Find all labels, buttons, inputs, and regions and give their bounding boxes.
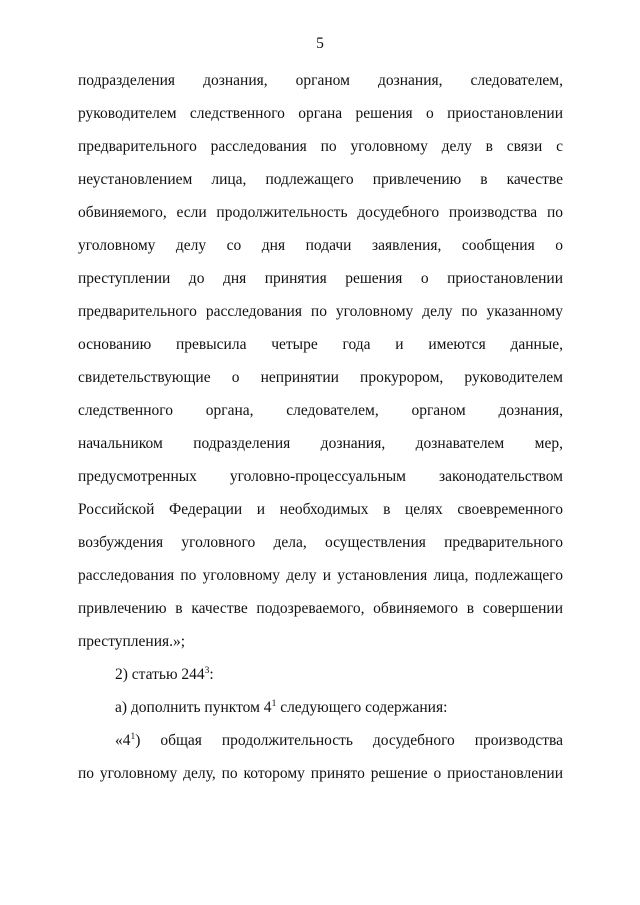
text-line: неустановлением лица, подлежащего привлечению в качестве — [78, 171, 563, 188]
quote-superscript: 1 — [130, 732, 136, 742]
text-line: по уголовному делу, по которому принято решение о приостановлении — [78, 765, 563, 782]
text-line: преступления.»; — [78, 633, 186, 650]
item-a-superscript: 1 — [271, 699, 277, 709]
item-a-line — [78, 697, 563, 730]
item-a-text: а) дополнить пунктом 4 — [115, 699, 272, 716]
text-line: преступлении до дня принятия решения о приостановлении — [78, 270, 563, 287]
item-a-suffix: следующего содержания: — [276, 699, 448, 716]
text-line: обвиняемого, если продолжительность досудебного производства по — [78, 204, 563, 221]
text-line: следственного органа, следователем, органом дознания, — [78, 402, 563, 419]
text-line: руководителем следственного органа решения о приостановлении — [78, 105, 563, 122]
item-2-line — [78, 664, 563, 697]
text-line: расследования по уголовному делу и установления лица, подлежащего — [78, 567, 563, 584]
quote-suffix: ) общая продолжительность досудебного производства — [135, 732, 563, 749]
item-2-suffix: : — [209, 666, 214, 683]
item-2-superscript: 3 — [204, 666, 210, 676]
text-line: начальником подразделения дознания, дознавателем мер, — [78, 435, 563, 452]
text-line: уголовному делу со дня подачи заявления, сообщения о — [78, 237, 563, 254]
text-line: предусмотренных уголовно-процессуальным законодательством — [78, 468, 563, 485]
text-line: предварительного расследования по уголовному делу в связи с — [78, 138, 563, 155]
text-line: свидетельствующие о непринятии прокурором, руководителем — [78, 369, 563, 386]
text-line: предварительного расследования по уголовному делу по указанному — [78, 303, 563, 320]
text-line: основанию превысила четыре года и имеются данные, — [78, 336, 563, 353]
quote-text: «4 — [115, 732, 131, 749]
text-line: Российской Федерации и необходимых в целях своевременного — [78, 501, 563, 518]
item-2-text: 2) статью 244 — [115, 666, 205, 683]
quote-line — [78, 730, 563, 763]
text-line: подразделения дознания, органом дознания, следователем, — [78, 72, 563, 89]
page-number: 5 — [316, 35, 324, 52]
text-line: привлечению в качестве подозреваемого, обвиняемого в совершении — [78, 600, 563, 617]
text-line: возбуждения уголовного дела, осуществления предварительного — [78, 534, 563, 551]
body-text — [78, 70, 563, 796]
